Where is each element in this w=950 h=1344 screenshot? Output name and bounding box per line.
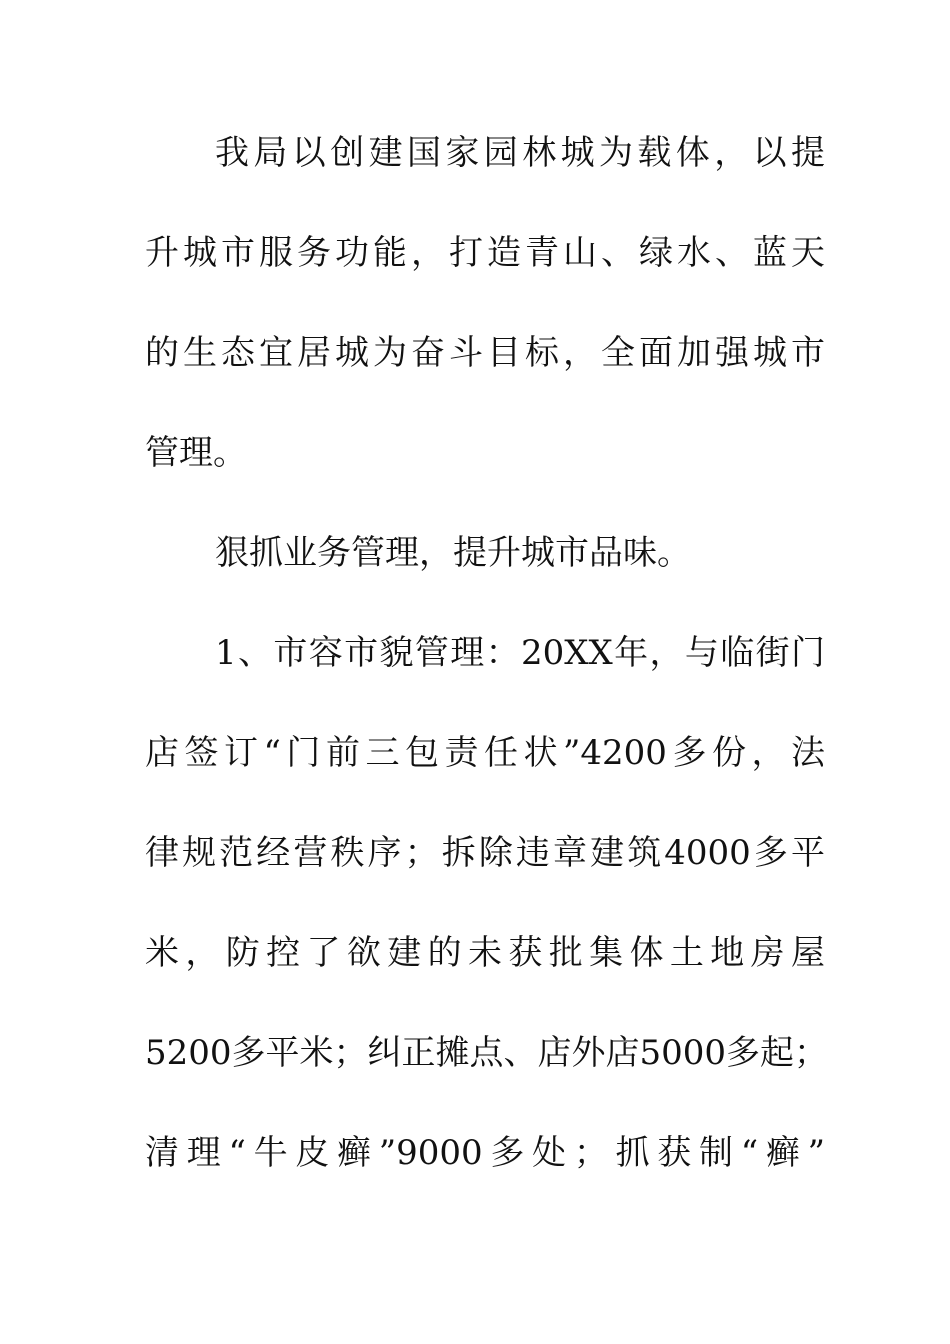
paragraph-intro	[145, 122, 825, 522]
text-line: 的生态宜居城为奋斗目标，全面加强城市	[145, 333, 825, 373]
text-line: 米，防控了欲建的未获批集体土地房屋	[145, 933, 825, 973]
paragraph-city-appearance	[145, 622, 829, 1222]
text-line: 1、市容市貌管理：20XX年，与临街门	[215, 633, 825, 673]
text-line: 律规范经营秩序；拆除违章建筑4000多平	[145, 833, 825, 873]
document-body	[145, 122, 829, 1222]
text-line: 升城市服务功能，打造青山、绿水、蓝天	[145, 233, 825, 273]
text-line: 店签订“门前三包责任状”4200多份，法	[145, 733, 825, 773]
text-line: 5200多平米；纠正摊点、店外店5000多起；	[145, 1033, 829, 1073]
text-line: 管理。	[145, 433, 247, 473]
paragraph-heading	[145, 522, 825, 622]
text-line: 清理“牛皮癣”9000多处；抓获制“癣”	[145, 1133, 825, 1173]
section-heading: 狠抓业务管理，提升城市品味。	[215, 533, 691, 573]
text-line: 我局以创建国家园林城为载体，以提	[215, 133, 825, 173]
